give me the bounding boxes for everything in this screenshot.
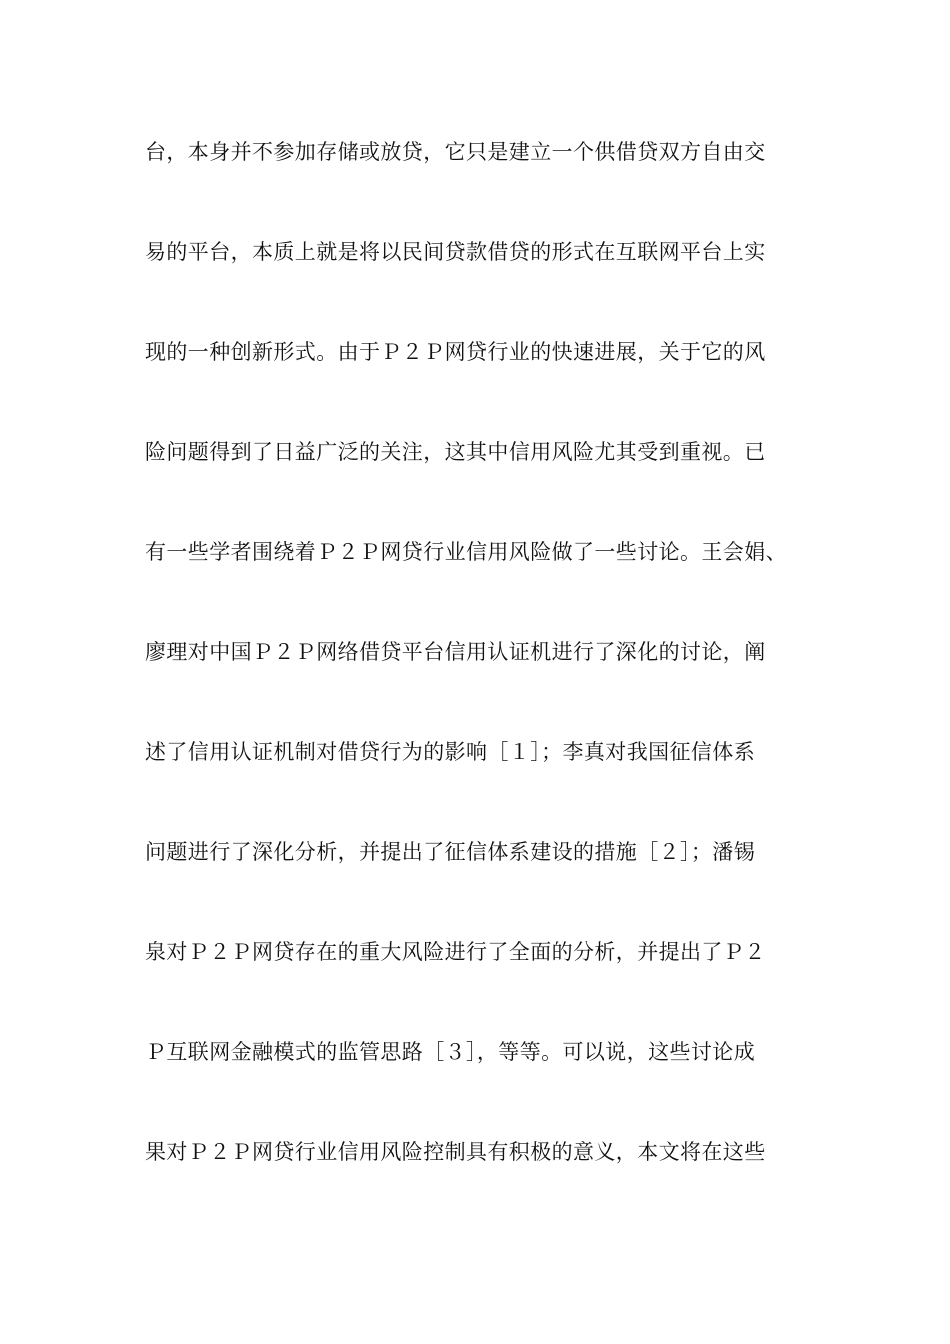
text-line: 易的平台，本质上就是将以民间贷款借贷的形式在互联网平台上实 (145, 240, 766, 264)
text-line: 台，本身并不参加存储或放贷，它只是建立一个供借贷双方自由交 (145, 140, 766, 164)
text-line: 险问题得到了日益广泛的关注，这其中信用风险尤其受到重视。已 (145, 440, 766, 464)
text-line: Ｐ互联网金融模式的监管思路［３］，等等。可以说，这些讨论成 (145, 1040, 756, 1064)
text-line: 问题进行了深化分析，并提出了征信体系建设的措施［２］；潘锡 (145, 840, 756, 864)
text-line: 廖理对中国Ｐ２Ｐ网络借贷平台信用认证机进行了深化的讨论，阐 (145, 640, 766, 664)
text-line: 果对Ｐ２Ｐ网贷行业信用风险控制具有积极的意义，本文将在这些 (145, 1140, 766, 1164)
body-text (145, 132, 835, 1232)
text-line: 现的一种创新形式。由于Ｐ２Ｐ网贷行业的快速进展，关于它的风 (145, 340, 766, 364)
text-line: 泉对Ｐ２Ｐ网贷存在的重大风险进行了全面的分析，并提出了Ｐ２ (145, 940, 766, 964)
text-line: 有一些学者围绕着Ｐ２Ｐ网贷行业信用风险做了一些讨论。王会娟、 (145, 540, 787, 564)
text-line: 述了信用认证机制对借贷行为的影响［１］；李真对我国征信体系 (145, 740, 756, 764)
